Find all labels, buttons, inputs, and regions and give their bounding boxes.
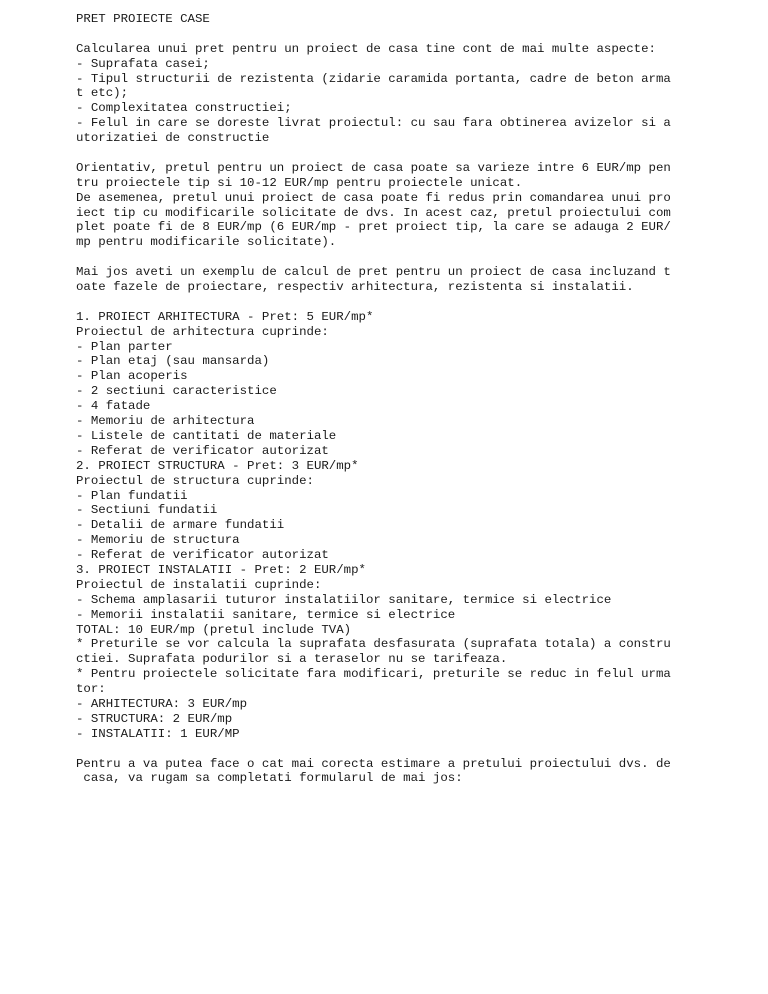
details-line: tor: bbox=[76, 682, 106, 697]
details-line: - Plan fundatii bbox=[76, 488, 188, 503]
spacer bbox=[76, 146, 756, 161]
details-line: 3. PROIECT INSTALATII - Pret: 2 EUR/mp* bbox=[76, 562, 366, 577]
details-line: - Memoriu de arhitectura bbox=[76, 414, 255, 429]
details-line: - Referat de verificator autorizat bbox=[76, 548, 329, 563]
example-line: Mai jos aveti un exemplu de calcul de pret pentru un proiect de casa incluzand t bbox=[76, 265, 671, 280]
pricing-section bbox=[76, 161, 756, 250]
spacer bbox=[76, 250, 756, 265]
details-line: Proiectul de arhitectura cuprinde: bbox=[76, 324, 329, 339]
details-line: - Plan acoperis bbox=[76, 369, 188, 384]
details-line: - Memoriu de structura bbox=[76, 533, 240, 548]
intro-line: t etc); bbox=[76, 86, 129, 101]
details-line: Proiectul de structura cuprinde: bbox=[76, 473, 314, 488]
pricing-line: mp pentru modificarile solicitate). bbox=[76, 235, 337, 250]
intro-section bbox=[76, 42, 756, 146]
details-line: 1. PROIECT ARHITECTURA - Pret: 5 EUR/mp* bbox=[76, 309, 374, 324]
example-section bbox=[76, 265, 756, 295]
pricing-line: plet poate fi de 8 EUR/mp (6 EUR/mp - pret proiect tip, la care se adauga 2 EUR/ bbox=[76, 220, 671, 235]
intro-line: - Tipul structurii de rezistenta (zidarie caramida portanta, cadre de beton arma bbox=[76, 71, 671, 86]
details-line: - Sectiuni fundatii bbox=[76, 503, 218, 518]
details-line: - Memorii instalatii sanitare, termice si electrice bbox=[76, 607, 456, 622]
details-line: - 2 sectiuni caracteristice bbox=[76, 384, 277, 399]
intro-line: - Complexitatea constructiei; bbox=[76, 101, 292, 116]
intro-line: - Felul in care se doreste livrat proiectul: cu sau fara obtinerea avizelor si a bbox=[76, 116, 671, 131]
pricing-line: iect tip cu modificarile solicitate de dvs. In acest caz, pretul proiectului com bbox=[76, 205, 671, 220]
details-section bbox=[76, 310, 756, 742]
document-title: PRET PROIECTE CASE bbox=[76, 12, 210, 26]
details-line: - Schema amplasarii tuturor instalatiilor sanitare, termice si electrice bbox=[76, 592, 612, 607]
intro-line: - Suprafata casei; bbox=[76, 56, 210, 71]
pricing-line: Orientativ, pretul pentru un proiect de casa poate sa varieze intre 6 EUR/mp pen bbox=[76, 160, 671, 175]
pricing-line: De asemenea, pretul unui proiect de casa poate fi redus prin comandarea unui pro bbox=[76, 190, 671, 205]
closing-section bbox=[76, 757, 756, 787]
example-line: oate fazele de proiectare, respectiv arhitectura, rezistenta si instalatii. bbox=[76, 280, 634, 295]
spacer bbox=[76, 742, 756, 757]
details-line: * Preturile se vor calcula la suprafata desfasurata (suprafata totala) a constru bbox=[76, 637, 671, 652]
details-line: Proiectul de instalatii cuprinde: bbox=[76, 577, 322, 592]
document-page bbox=[76, 12, 756, 786]
spacer bbox=[76, 27, 756, 42]
details-line: - STRUCTURA: 2 EUR/mp bbox=[76, 711, 233, 726]
intro-line: Calcularea unui pret pentru un proiect de casa tine cont de mai multe aspecte: bbox=[76, 41, 656, 56]
closing-line: casa, va rugam sa completati formularul de mai jos: bbox=[76, 771, 463, 786]
pricing-line: tru proiectele tip si 10-12 EUR/mp pentru proiectele unicat. bbox=[76, 175, 523, 190]
spacer bbox=[76, 295, 756, 310]
closing-line: Pentru a va putea face o cat mai corecta estimare a pretului proiectului dvs. de bbox=[76, 756, 671, 771]
details-line: * Pentru proiectele solicitate fara modificari, preturile se reduc in felul urma bbox=[76, 667, 671, 682]
details-line: - INSTALATII: 1 EUR/MP bbox=[76, 726, 240, 741]
details-line: 2. PROIECT STRUCTURA - Pret: 3 EUR/mp* bbox=[76, 458, 359, 473]
details-line: - Plan parter bbox=[76, 339, 173, 354]
intro-line: utorizatiei de constructie bbox=[76, 131, 270, 146]
details-line: TOTAL: 10 EUR/mp (pretul include TVA) bbox=[76, 622, 352, 637]
details-line: - Referat de verificator autorizat bbox=[76, 443, 329, 458]
details-line: - Detalii de armare fundatii bbox=[76, 518, 285, 533]
details-line: - ARHITECTURA: 3 EUR/mp bbox=[76, 696, 248, 711]
details-line: - Plan etaj (sau mansarda) bbox=[76, 354, 270, 369]
details-line: - Listele de cantitati de materiale bbox=[76, 428, 337, 443]
details-line: ctiei. Suprafata podurilor si a teraselor nu se tarifeaza. bbox=[76, 652, 508, 667]
details-line: - 4 fatade bbox=[76, 399, 151, 414]
